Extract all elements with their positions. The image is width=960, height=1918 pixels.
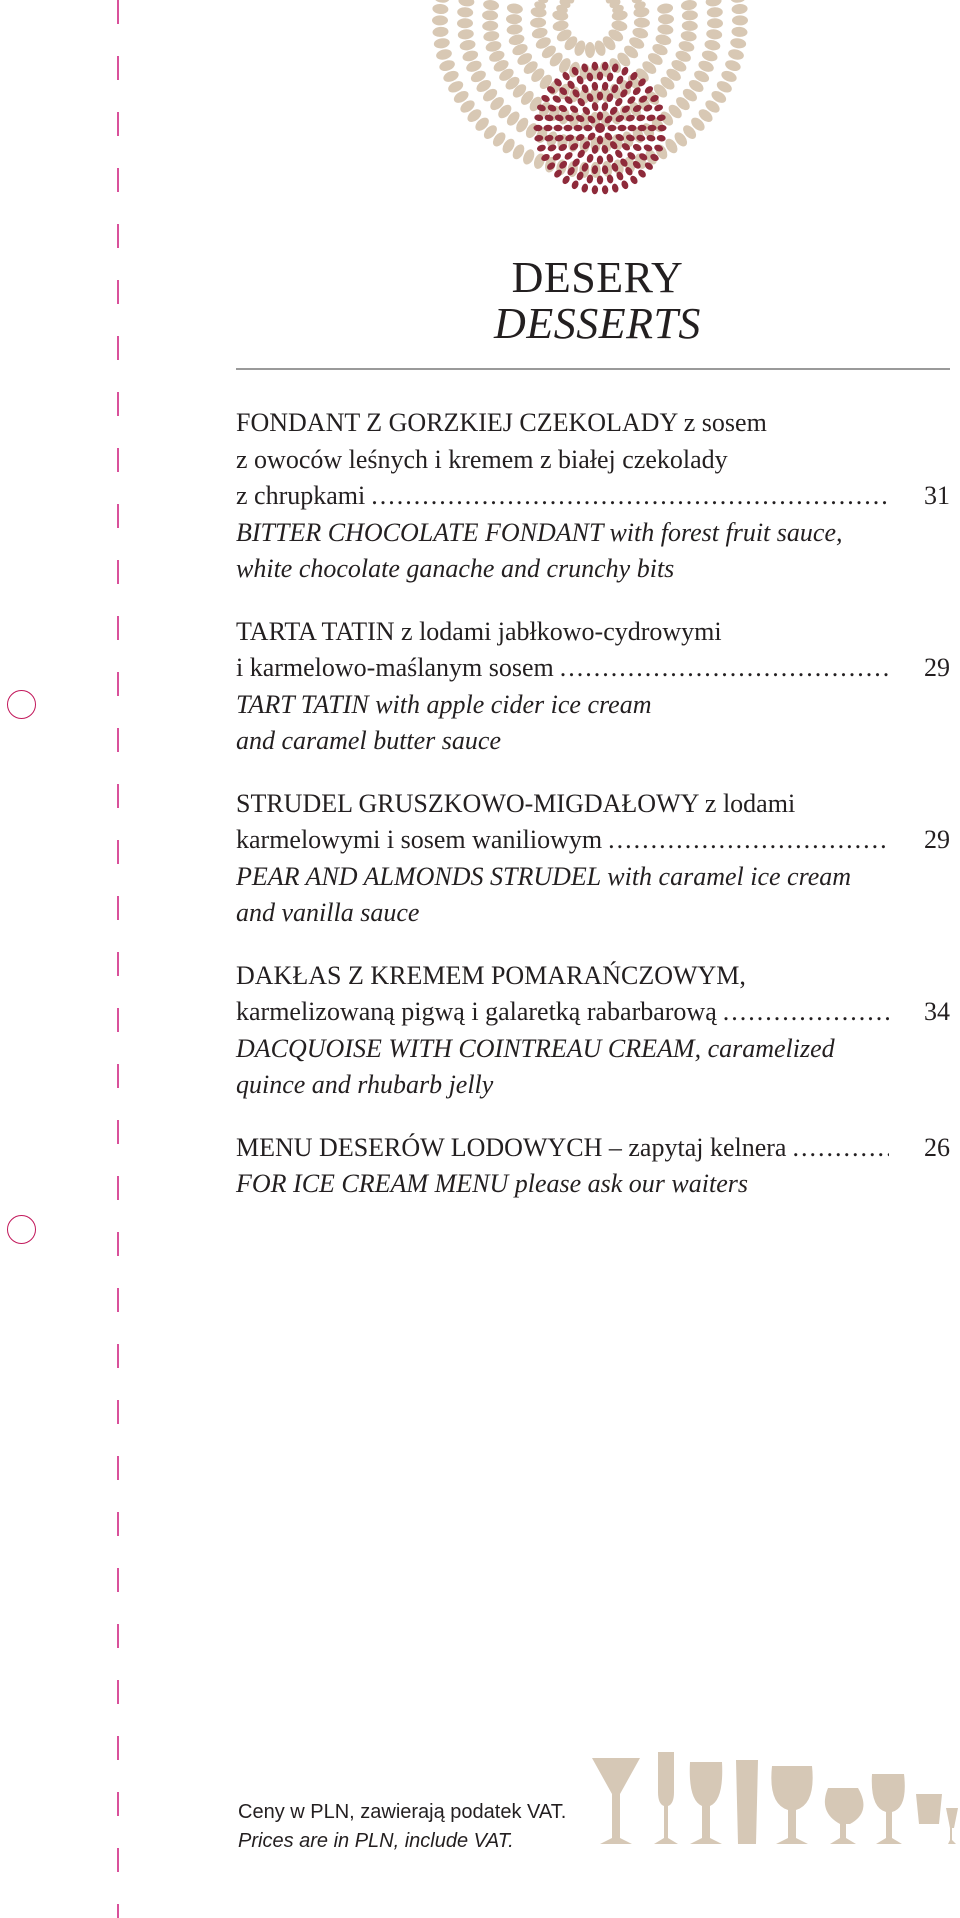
- item-price: 26: [924, 1132, 950, 1162]
- item-name-pl: karmelowymi i sosem waniliowym: [236, 825, 603, 854]
- item-name-en: FOR ICE CREAM MENU please ask our waiters: [236, 1169, 748, 1198]
- item-name-pl: DAKŁAS Z KREMEM POMARAŃCZOWYM,: [236, 960, 746, 990]
- item-price-line: [236, 1130, 950, 1167]
- menu-item-fondant: [236, 405, 950, 588]
- glassware-silhouettes-icon: [590, 1752, 960, 1852]
- item-name-pl: TARTA TATIN z lodami jabłkowo-cydrowymi: [236, 616, 722, 646]
- dessert-menu: [236, 405, 950, 1229]
- item-price: 29: [924, 825, 950, 854]
- price-note: [238, 1798, 566, 1856]
- menu-item-strudel: [236, 786, 950, 932]
- item-name-pl: z owoców leśnych i kremem z białej czekolady: [236, 444, 728, 474]
- title-divider: [236, 368, 950, 370]
- menu-item-tarte-tatin: [236, 614, 950, 760]
- item-price-line: [236, 822, 950, 859]
- dot-leader: [560, 650, 889, 687]
- punch-hole-top: [7, 690, 36, 719]
- page-title-polish: DESERY: [511, 253, 684, 302]
- item-price: 31: [924, 481, 950, 510]
- price-note-pl: Ceny w PLN, zawierają podatek VAT.: [238, 1801, 567, 1823]
- dot-leader: [608, 822, 889, 859]
- item-name-en: TART TATIN with apple cider ice cream: [236, 689, 652, 719]
- dot-leader: [723, 994, 889, 1031]
- item-name-en: and vanilla sauce: [236, 898, 420, 927]
- item-price: 34: [924, 997, 950, 1026]
- item-price-line: [236, 478, 950, 515]
- menu-item-dacquoise: [236, 958, 950, 1104]
- item-name-pl: i karmelowo-maślanym sosem: [236, 653, 554, 682]
- item-name-pl: z chrupkami: [236, 481, 366, 510]
- dotted-circles-ornament-icon: [280, 0, 915, 225]
- item-name-pl: MENU DESERÓW LODOWYCH – zapytaj kelnera: [236, 1132, 787, 1162]
- item-name-en: PEAR AND ALMONDS STRUDEL with caramel ice cream: [236, 861, 852, 891]
- item-name-pl: FONDANT Z GORZKIEJ CZEKOLADY z sosem: [236, 408, 767, 437]
- item-price-line: [236, 994, 950, 1031]
- item-name-en: BITTER CHOCOLATE FONDANT with forest fruit sauce,: [236, 517, 843, 547]
- menu-item-ice-cream: [236, 1130, 950, 1203]
- item-name-en: DACQUOISE WITH COINTREAU CREAM, caramelized: [236, 1033, 835, 1063]
- item-name-en: quince and rhubarb jelly: [236, 1070, 494, 1099]
- item-name-en: white chocolate ganache and crunchy bits: [236, 554, 675, 583]
- item-name-en: and caramel butter sauce: [236, 726, 502, 755]
- punch-hole-bottom: [7, 1215, 36, 1244]
- dot-leader: [371, 478, 889, 515]
- item-price-line: [236, 650, 950, 687]
- item-name-pl: STRUDEL GRUSZKOWO-MIGDAŁOWY z lodami: [236, 788, 796, 818]
- binding-dashed-line: [117, 0, 119, 1918]
- page-title-english: DESSERTS: [494, 299, 701, 348]
- item-name-pl: karmelizowaną pigwą i galaretką rabarbarową: [236, 997, 717, 1026]
- item-price: 29: [924, 653, 950, 682]
- price-note-en: Prices are in PLN, include VAT.: [238, 1830, 514, 1852]
- dot-leader: [792, 1130, 889, 1167]
